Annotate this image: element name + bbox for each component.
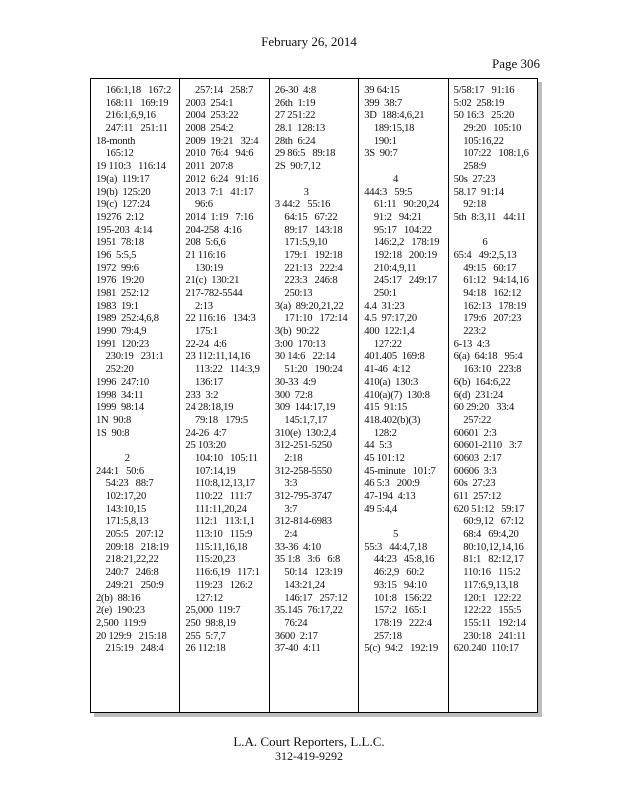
index-entry-line: 5 [364, 529, 399, 541]
index-entry-line: 28.1 128:13 [274, 123, 326, 135]
index-entry-line: 240:7 246:8 [96, 567, 159, 579]
index-entry-line: 189:15,18 [364, 123, 415, 135]
index-entry-line: 2013 7:1 41:17 [185, 186, 254, 198]
index-entry-line: 24-26 4:7 [185, 427, 227, 439]
index-entry-line: 2S 90:7,12 [274, 161, 321, 173]
index-entry-line: 2010 76:4 94:6 [185, 148, 254, 160]
index-entry-line: 117:6,9,13,18 [453, 579, 519, 591]
index-entry-line: 444:3 59:5 [364, 186, 413, 198]
index-entry-line: 61:11 90:20,24 [364, 199, 439, 211]
index-entry-line: 35 1:8 3:6 6:8 [274, 554, 341, 566]
index-entry-line: 3(b) 90:22 [274, 326, 320, 338]
index-entry-line: 257:18 [364, 630, 402, 642]
index-entry-line: 415 91:15 [364, 402, 408, 414]
index-entry-line: 30 14:6 22:14 [274, 351, 336, 363]
index-entry-line: 312-814-6983 [274, 516, 332, 528]
index-entry-line [275, 174, 358, 187]
index-entry-line: 116:6,19 117:1 [185, 567, 260, 579]
index-entry-line: 136:17 [185, 376, 223, 388]
index-entry-line: 1990 79:4,9 [96, 326, 147, 338]
index-entry-line: 49:15 60:17 [453, 262, 517, 274]
index-entry-line: 216:1,6,9,16 [96, 110, 156, 122]
index-entry-line: 22-24 4:6 [185, 338, 227, 350]
index-entry-line: 257:22 [453, 414, 492, 426]
index-entry-line: 171:5,9,10 [274, 237, 328, 249]
index-entry-line: 221:13 222:4 [274, 262, 343, 274]
index-entry-line: 25,000 119:7 [185, 605, 241, 617]
index-entry-line: 102:17,20 [96, 491, 147, 502]
index-entry-line: 1981 252:12 [96, 288, 149, 299]
index-entry-line: 60:9,12 67:12 [453, 516, 524, 528]
index-entry-line: 6-13 4:3 [453, 338, 490, 350]
index-entry-line: 218:21,22,22 [96, 554, 159, 566]
index-entry-line: 120:1 122:22 [453, 592, 522, 604]
index-entry-line: 210:4,9,11 [364, 262, 417, 274]
index-entry-line: 230:18 241:11 [453, 630, 526, 642]
index-entry-line: 5/58:17 91:16 [453, 85, 515, 96]
index-entry-line: 45 101:12 [364, 452, 405, 464]
index-entry-line: 55:3 44:4,7,18 [364, 541, 428, 553]
index-entry-line: 61:12 94:14,16 [453, 275, 529, 287]
index-entry-line: 30-33 4:9 [274, 376, 316, 388]
index-entry-line: 28th 6:24 [274, 135, 316, 147]
index-entry-line: 3 44:2 55:16 [274, 199, 331, 211]
index-entry-line: 122:22 155:5 [453, 605, 522, 617]
index-column-3 [270, 79, 359, 712]
index-entry-line: 2009 19:21 32:4 [185, 135, 259, 147]
index-column-5 [449, 79, 537, 712]
index-entry-line: 179:1 192:18 [274, 249, 343, 261]
index-entry-line: 1996 247:10 [96, 376, 149, 388]
index-entry-line: 163:10 223:8 [453, 364, 522, 376]
index-entry-line: 2,500 119:9 [96, 617, 146, 629]
index-entry-line: 127:12 [185, 592, 223, 604]
index-entry-line: 192:18 200:19 [364, 249, 437, 261]
index-entry-line: 400 122:1,4 [364, 326, 415, 338]
index-entry-line: 58.17 91:14 [453, 186, 504, 198]
index-entry-line: 26th 1:19 [274, 97, 316, 109]
index-entry-line: 418.402(b)(3) [364, 414, 421, 426]
index-entry-line: 3(a) 89:20,21,22 [274, 300, 344, 312]
index-entry-line: 76:24 [274, 617, 308, 629]
index-entry-line: 47-194 4:13 [364, 491, 416, 502]
index-entry-line: 2:18 [274, 452, 303, 464]
index-entry-line: 171:10 172:14 [274, 313, 348, 325]
index-entry-line: 27 251:22 [274, 110, 316, 122]
index-entry-line: 223:3 246:8 [274, 275, 338, 287]
index-entry-line: 19(c) 127:24 [96, 199, 150, 211]
index-entry-line: 190:1 [364, 135, 397, 147]
index-entry-line: 19(a) 119:17 [96, 173, 150, 185]
index-entry-line: 175:1 [185, 326, 218, 338]
index-entry-line: 244:1 50:6 [96, 465, 144, 477]
index-entry-line: 611 257:12 [453, 491, 502, 502]
index-entry-line: 101:8 156:22 [364, 592, 432, 604]
index-entry-line: 1S 90:8 [96, 427, 130, 439]
index-entry-line: 1976 19:20 [96, 275, 144, 287]
index-entry-line: 146:2,2 178:19 [364, 237, 440, 249]
index-entry-line: 128:2 [364, 427, 397, 439]
index-entry-line: 196 5:5,5 [96, 249, 137, 261]
index-entry-line: 6(a) 64:18 95:4 [453, 351, 523, 363]
index-entry-line: 113:10 115:9 [185, 529, 253, 541]
index-entry-line: 115:11,16,18 [185, 541, 248, 553]
index-entry-line: 3:7 [274, 503, 298, 515]
index-entry-line: 29:20 105:10 [453, 123, 522, 135]
index-entry-line: 51:20 190:24 [274, 364, 343, 376]
index-entry-line: 37-40 4:11 [274, 643, 321, 655]
index-entry-line: 162:13 178:19 [453, 300, 527, 312]
index-entry-line: 255 5:7,7 [185, 630, 226, 642]
index-entry-line: 19 110:3 116:14 [96, 161, 166, 173]
index-entry-line: 60s 27:23 [453, 478, 496, 490]
index-entry-line: 2014 1:19 7:16 [185, 211, 254, 223]
index-entry-line: 249:21 250:9 [96, 579, 164, 591]
index-entry-line: 3D 188:4,6,21 [364, 110, 425, 122]
index-column-2 [180, 79, 269, 712]
index-entry-line: 168:11 169:19 [96, 97, 169, 109]
index-entry-line: 104:10 105:11 [185, 452, 258, 464]
index-entry-line: 18-month [96, 135, 136, 147]
index-entry-line: 309 144:17,19 [274, 402, 336, 414]
index-entry-line: 157:2 165:1 [364, 605, 427, 617]
index-entry-line: 21 116:16 [185, 249, 226, 261]
index-entry-line: 127:22 [364, 338, 402, 350]
index-entry-line: 143:10,15 [96, 503, 147, 515]
index-entry-line [454, 225, 537, 238]
index-entry-line: 23 112:11,14,16 [185, 351, 251, 363]
page-date: February 26, 2014 [261, 34, 357, 49]
index-entry-line: 112:1 113:1,1 [185, 516, 255, 528]
index-entry-line: 46:2,9 60:2 [364, 567, 425, 579]
index-entry-line: 5:02 258:19 [453, 97, 505, 109]
index-entry-line: 50s 27:23 [453, 173, 496, 185]
index-entry-line: 223:2 [453, 326, 487, 338]
index-entry-line: 145:1,7,17 [274, 414, 328, 426]
index-entry-line: 312-251-5250 [274, 440, 332, 452]
index-entry-line: 44:23 45:8,16 [364, 554, 435, 566]
index-entry-line: 22 116:16 134:3 [185, 313, 256, 325]
index-entry-line: 41-46 4:12 [364, 364, 411, 376]
index-entry-line: 1951 78:18 [96, 237, 144, 249]
index-entry-line: 620.240 110:17 [453, 643, 519, 655]
index-entry-line: 4 [364, 173, 399, 185]
index-entry-line: 620 51:12 59:17 [453, 503, 525, 515]
index-entry-line: 1N 90:8 [96, 414, 132, 426]
index-entry-line: 6(b) 164:6,22 [453, 376, 511, 388]
index-entry-line: 1983 19:1 [96, 300, 139, 312]
index-entry-line [96, 440, 179, 453]
index-entry-line: 119:23 126:2 [185, 579, 253, 591]
index-entry-line: 93:15 94:10 [364, 579, 427, 591]
index-entry-line [364, 161, 447, 174]
index-entry-line: 29 86:5 89:18 [274, 148, 336, 160]
index-entry-line: 107:22 108:1,6 [453, 148, 529, 160]
index-entry-line: 155:11 192:14 [453, 617, 526, 629]
index-entry-line: 110:22 111:7 [185, 491, 252, 502]
index-entry-line: 81:1 82:12,17 [453, 554, 524, 566]
index-entry-line: 252:20 [96, 364, 134, 376]
index-entry-line: 5th 8:3,11 44:11 [453, 211, 526, 223]
index-entry-line: 209:18 218:19 [96, 541, 169, 553]
index-entry-line: 179:6 207:23 [453, 313, 522, 325]
index-entry-line: 45-minute 101:7 [364, 465, 436, 477]
index-entry-line: 35.145 76:17,22 [274, 605, 343, 617]
index-entry-line: 2:13 [185, 300, 213, 312]
index-entry-line: 1998 34:11 [96, 389, 144, 401]
index-entry-line: 39 64:15 [364, 85, 400, 96]
index-column-1 [91, 79, 180, 712]
index-entry-line: 215:19 248:4 [96, 643, 164, 655]
index-entry-line: 4.4 31:23 [364, 300, 405, 312]
index-entry-line: 204-258 4:16 [185, 224, 242, 236]
index-entry-line: 247:11 251:11 [96, 123, 168, 135]
index-entry-line: 50 16:3 25:20 [453, 110, 515, 122]
index-entry-line: 146:17 257:12 [274, 592, 348, 604]
index-entry-line: 1972 99:6 [96, 262, 139, 274]
index-entry-line: 195-203 4:14 [96, 224, 153, 236]
index-entry-line: 233 3:2 [185, 389, 219, 401]
index-entry-line: 3S 90:7 [364, 148, 398, 160]
index-column-4 [359, 79, 448, 712]
index-entry-line: 95:17 104:22 [364, 224, 432, 236]
index-entry-line: 105:16,22 [453, 135, 504, 147]
index-entry-line: 110:16 115:2 [453, 567, 521, 579]
page-number: Page 306 [492, 56, 541, 71]
index-entry-line: 2(e) 190:23 [96, 605, 145, 617]
index-entry-line: 91:2 94:21 [364, 211, 422, 223]
index-entry-line: 54:23 88:7 [96, 478, 154, 490]
index-entry-line: 50:14 123:19 [274, 567, 343, 579]
index-entry-line: 107:14,19 [185, 465, 236, 477]
index-entry-line: 26 112:18 [185, 643, 226, 655]
index-entry-line: 115:20,23 [185, 554, 236, 566]
index-entry-line: 4.5 97:17,20 [364, 313, 417, 325]
index-entry-line: 68:4 69:4,20 [453, 529, 519, 541]
index-entry-line: 1989 252:4,6,8 [96, 313, 159, 325]
index-entry-line: 1991 120:23 [96, 338, 149, 350]
index-entry-line: 111:11,20,24 [185, 503, 247, 515]
index-entry-line: 6(d) 231:24 [453, 389, 503, 401]
index-entry-line: 399 38:7 [364, 97, 402, 109]
index-entry-line: 113:22 114:3,9 [185, 364, 260, 376]
index-entry-line: 60606 3:3 [453, 465, 497, 477]
index-entry-line: 80:10,12,14,16 [453, 541, 524, 553]
index-entry-line: 171:5,8,13 [96, 516, 149, 528]
index-entry-line: 245:17 249:17 [364, 275, 437, 287]
index-entry-line: 49 5:4,4 [364, 503, 397, 515]
index-entry-line: 110:8,12,13,17 [185, 478, 255, 490]
index-entry-line: 2003 254:1 [185, 97, 234, 109]
index-entry-line: 2004 253:22 [185, 110, 239, 122]
footer-phone: 312-419-9292 [275, 749, 343, 763]
index-entry-line: 165:12 [96, 148, 134, 160]
index-entry-line: 250 98:8,19 [185, 617, 236, 629]
index-entry-line: 217-782-5544 [185, 288, 243, 299]
index-entry-line: 2012 6:24 91:16 [185, 173, 259, 185]
index-entry-line: 65:4 49:2,5,13 [453, 249, 517, 261]
index-entry-line: 250:13 [274, 288, 313, 299]
index-entry-line: 96:6 [185, 199, 213, 211]
index-entry-line: 208 5:6,6 [185, 237, 226, 249]
index-entry-line: 2011 207:8 [185, 161, 233, 173]
footer-firm-name: L.A. Court Reporters, L.L.C. [233, 734, 385, 749]
index-entry-line: 130:19 [185, 262, 223, 274]
index-entry-line: 166:1,18 167:2 [96, 85, 172, 96]
index-entry-line: 1999 98:14 [96, 402, 144, 414]
index-entry-line: 64:15 67:22 [274, 211, 338, 223]
index-entry-line: 21(c) 130:21 [185, 275, 240, 287]
index-entry-line: 3:3 [274, 478, 298, 490]
index-entry-line: 205:5 207:12 [96, 529, 164, 541]
index-entry-line: 258:9 [453, 161, 487, 173]
index-entry-line: 60601-2110 3:7 [453, 440, 522, 452]
index-entry-line: 401.405 169:8 [364, 351, 425, 363]
index-entry-line: 60 29:20 33:4 [453, 402, 515, 414]
index-entry-line: 60601 2:3 [453, 427, 497, 439]
index-entry-line: 178:19 222:4 [364, 617, 432, 629]
index-entry-line: 3 [274, 186, 309, 198]
index-entry-line: 25 103:20 [185, 440, 226, 452]
index-entry-line: 2(b) 88:16 [96, 592, 141, 604]
index-entry-line: 3600 2:17 [274, 630, 318, 642]
index-entry-line: 230:19 231:1 [96, 351, 164, 363]
index-entry-line: 26-30 4:8 [274, 85, 316, 96]
index-entry-line: 33-36 4:10 [274, 541, 321, 553]
index-entry-line: 310(e) 130:2,4 [274, 427, 337, 439]
index-entry-line: 312-795-3747 [274, 491, 332, 502]
index-entry-line: 250:1 [364, 288, 397, 299]
index-entry-line: 5(c) 94:2 192:19 [364, 643, 439, 655]
index-entry-line: 20 129:9 215:18 [96, 630, 167, 642]
index-entry-line: 46 5:3 200:9 [364, 478, 420, 490]
index-entry-line: 79:18 179:5 [185, 414, 248, 426]
index-entry-line: 312-258-5550 [274, 465, 332, 477]
index-entry-line: 19276 2:12 [96, 211, 144, 223]
index-entry-line: 24 28:18,19 [185, 402, 234, 414]
index-entry-line: 257:14 258:7 [185, 85, 254, 96]
index-entry-line: 300 72:8 [274, 389, 313, 401]
word-index-table [90, 78, 538, 713]
index-entry-line: 89:17 143:18 [274, 224, 343, 236]
index-entry-line: 92:18 [453, 199, 487, 211]
index-entry-line: 60603 2:17 [453, 452, 502, 464]
index-entry-line: 94:18 162:12 [453, 288, 522, 299]
index-entry-line [364, 516, 447, 529]
index-entry-line: 2008 254:2 [185, 123, 234, 135]
index-entry-line: 19(b) 125:20 [96, 186, 151, 198]
index-entry-line: 410(a)(7) 130:8 [364, 389, 430, 401]
index-entry-line: 143:21,24 [274, 579, 325, 591]
index-entry-line: 3:00 170:13 [274, 338, 326, 350]
index-entry-line: 2 [96, 452, 130, 464]
index-entry-line: 44 5:3 [364, 440, 392, 452]
index-entry-line: 6 [453, 237, 488, 249]
index-entry-line: 410(a) 130:3 [364, 376, 419, 388]
index-entry-line: 2:4 [274, 529, 298, 541]
